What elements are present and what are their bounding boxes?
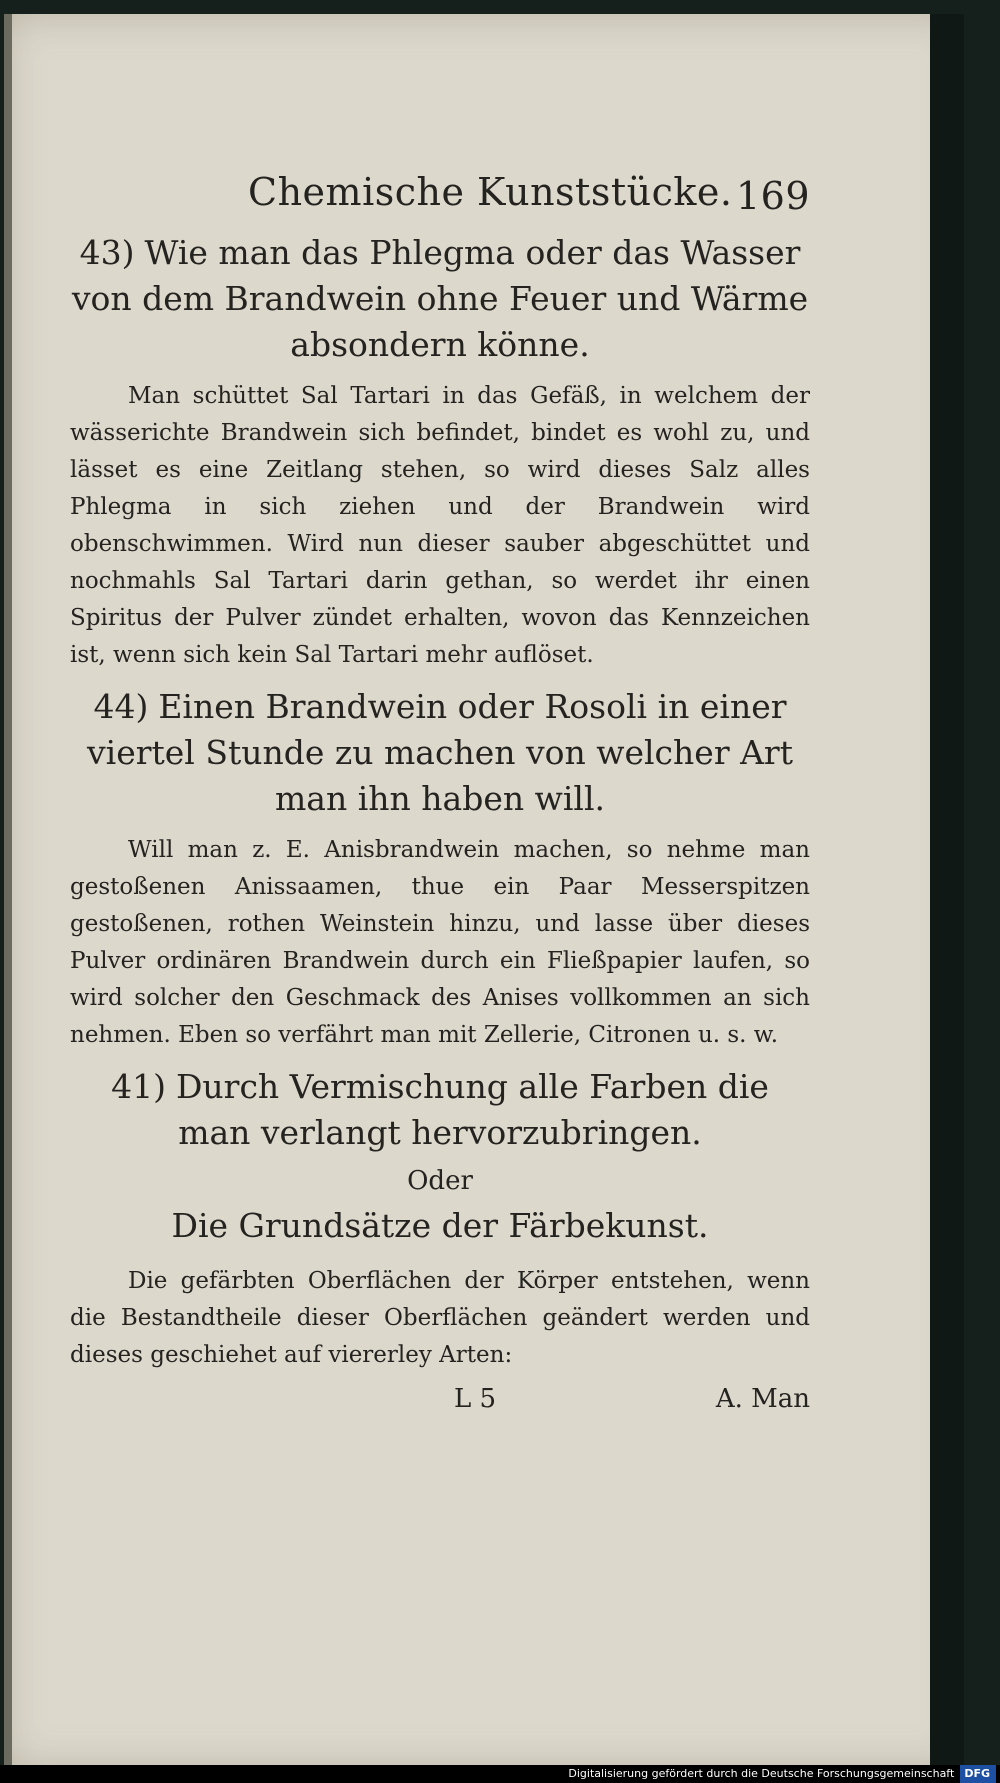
credit-text: Digitalisierung gefördert durch die Deutsche Forschungsgemeinschaft	[568, 1767, 955, 1780]
scan-frame	[4, 14, 12, 1770]
book-page	[4, 14, 964, 1770]
running-title: Chemische Kunststücke.	[248, 170, 733, 214]
section-heading-41	[70, 1064, 810, 1156]
page-content	[70, 164, 810, 1428]
oder-line: Oder	[407, 1166, 473, 1196]
section-title: Durch Vermischung alle Farben die man verlangt hervorzubringen.	[175, 1067, 769, 1152]
section-heading-43	[70, 230, 810, 368]
page-footer	[70, 1384, 810, 1428]
page-number: 169	[735, 174, 810, 218]
section-title: Wie man das Phlegma oder das Wasser von dem Brandwein ohne Feuer und Wärme absondern könne.	[71, 233, 809, 364]
section-number: 43)	[79, 233, 135, 272]
signature-mark: L 5	[454, 1384, 497, 1414]
dfg-logo: DFG	[960, 1765, 996, 1783]
section-number: 41)	[111, 1067, 166, 1106]
section-subtitle: Die Grundsätze der Färbekunst.	[171, 1206, 709, 1245]
section-text-44: Will man z. E. Anisbrandwein machen, so nehme man gestoßenen Anissaamen, thue ein Paar Messerspitzen gestoßenen, rothen Weinstein hinzu, und lasse über dieses Pulver ordinären Brandwein durch ein Fließpapier laufen, so wird solcher den Geschmack des Anises vollkommen an sich nehmen. Eben so verfährt man mit Zellerie, Citronen u. s. w.	[70, 837, 810, 1048]
running-head	[70, 164, 810, 224]
section-text-41: Die gefärbten Oberflächen der Körper entstehen, wenn die Bestandtheile dieser Oberflächen geändert werden und dieses geschiehet auf viererley Arten:	[70, 1268, 810, 1368]
section-number: 44)	[93, 687, 149, 726]
section-text-43: Man schüttet Sal Tartari in das Gefäß, in welchem der wässerichte Brandwein sich befindet, bindet es wohl zu, und lässet es eine Zeitlang stehen, so wird dieses Salz alles Phlegma in sich ziehen und der Brandwein wird obenschwimmen. Wird nun dieser sauber abgeschüttet und nochmahls Sal Tartari darin gethan, so werdet ihr einen Spiritus der Pulver zündet erhalten, wovon das Kennzeichen ist, wenn sich kein Sal Tartari mehr auflöset.	[70, 383, 810, 668]
catchword: A. Man	[715, 1384, 810, 1414]
scan-edge	[930, 14, 964, 1770]
section-title: Einen Brandwein oder Rosoli in einer viertel Stunde zu machen von welcher Art man ihn haben will.	[87, 687, 793, 818]
digitization-credit-bar	[0, 1765, 1000, 1783]
section-heading-44	[70, 684, 810, 822]
